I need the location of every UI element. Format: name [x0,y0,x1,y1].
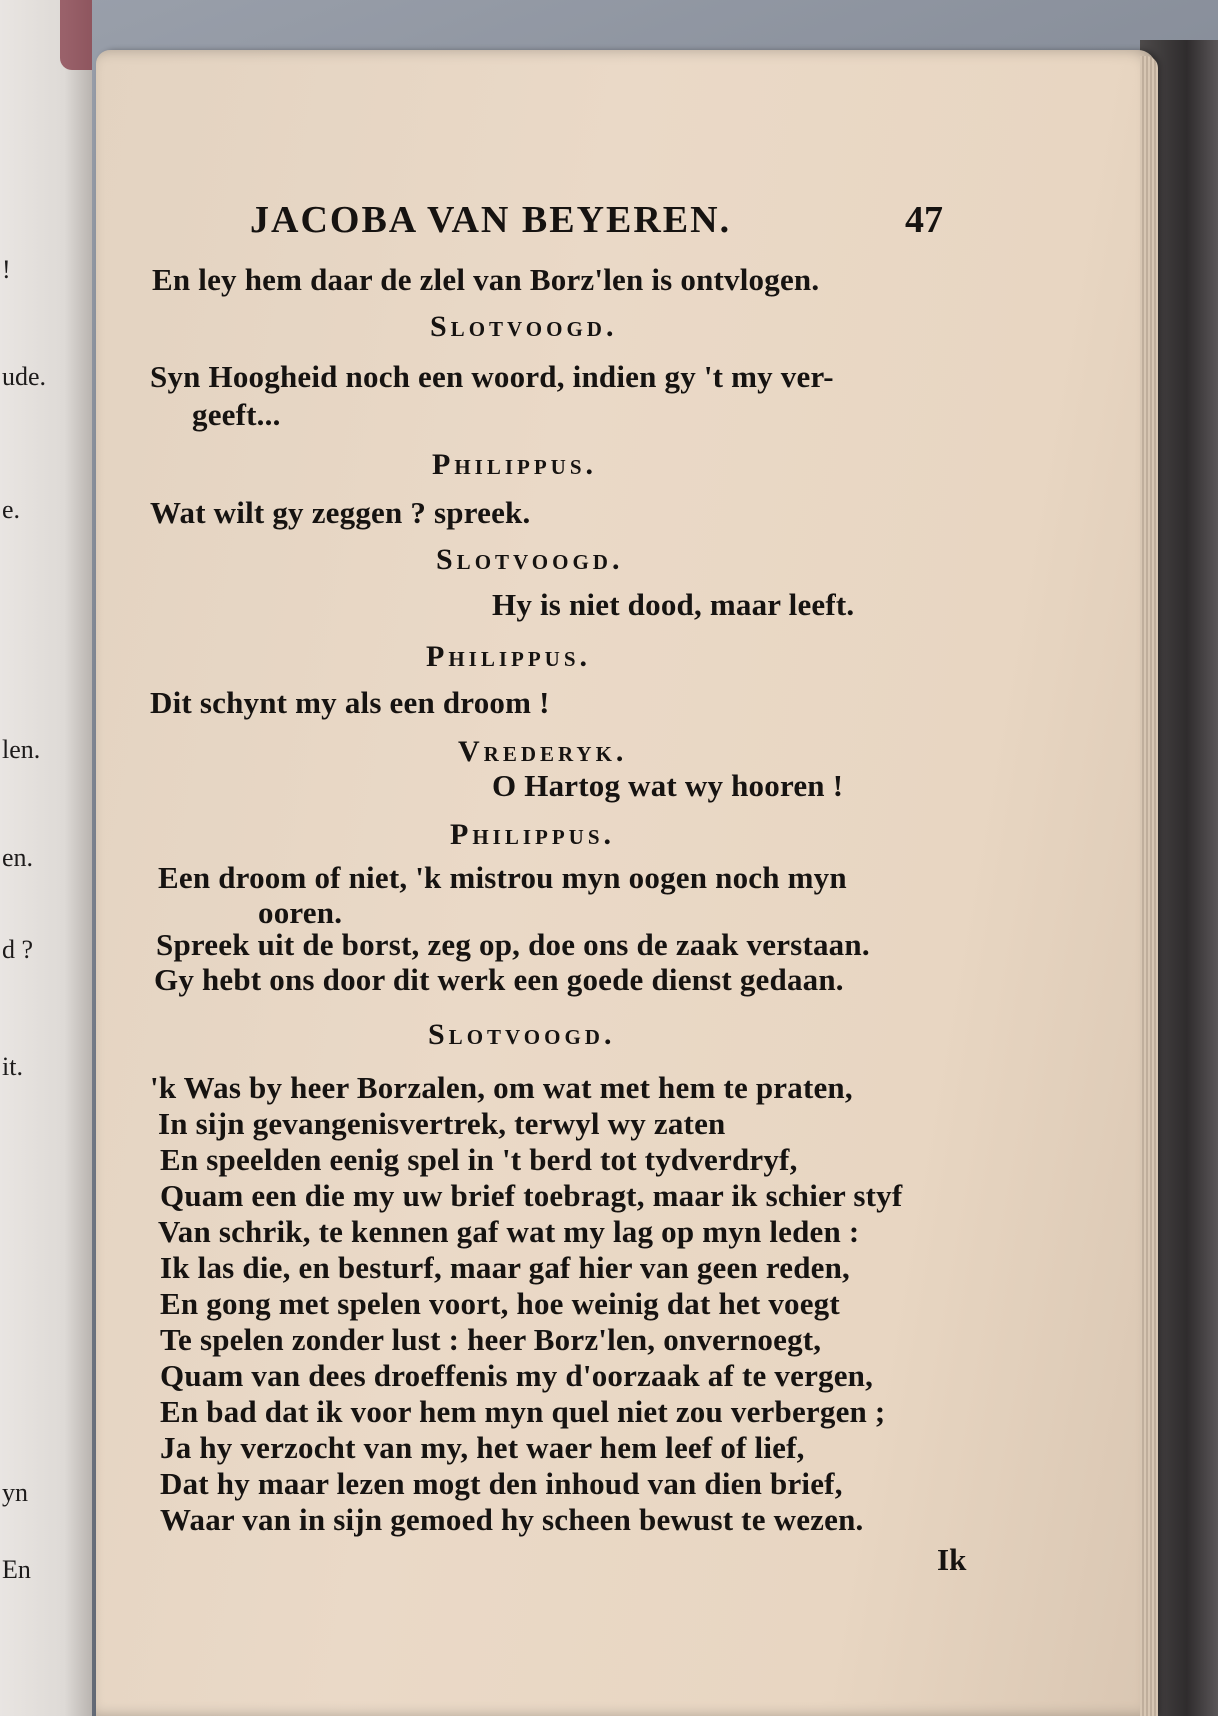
left-page-fragment: ude. [2,362,47,391]
left-page-fragment: ! [2,255,11,284]
speaker-name: Vrederyk. [458,735,628,768]
left-page-fragment: En [2,1555,31,1584]
verse-line: Hy is niet dood, maar leeft. [492,587,855,622]
verse-line: Ja hy verzocht van my, het waer hem leef of lief, [160,1430,805,1465]
left-page-fragment: len. [2,735,41,764]
page-number: 47 [905,199,943,241]
verse-line: 'k Was by heer Borzalen, om wat met hem te praten, [150,1070,853,1105]
speaker-name: Slotvoogd. [428,1018,616,1051]
verse-line: O Hartog wat wy hooren ! [492,768,844,803]
verse-line: En speelden eenig spel in 't berd tot tydverdryf, [160,1142,798,1177]
speaker-name: Philippus. [426,640,592,673]
verse-line: Dat hy maar lezen mogt den inhoud van dien brief, [160,1466,843,1501]
verse-line: ooren. [258,895,343,930]
headband [60,0,92,70]
verse-line: geeft... [192,397,281,432]
verse-line: En gong met spelen voort, hoe weinig dat het voegt [160,1286,840,1321]
verse-line: In sijn gevangenisvertrek, terwyl wy zaten [158,1106,726,1141]
facing-page-left [0,0,92,1716]
left-page-fragment: it. [2,1052,23,1081]
verse-line: Quam een die my uw brief toebragt, maar ik schier styf [160,1178,903,1213]
catchword: Ik [937,1542,967,1577]
running-head: JACOBA VAN BEYEREN. [250,199,732,241]
left-page-fragment: yn [2,1478,28,1507]
verse-line: Van schrik, te kennen gaf wat my lag op myn leden : [158,1214,860,1249]
verse-line: Te spelen zonder lust : heer Borz'len, onvernoegt, [160,1322,822,1357]
speaker-name: Slotvoogd. [430,310,618,343]
left-page-fragment: e. [2,495,21,524]
speaker-name: Philippus. [432,448,598,481]
verse-line: Gy hebt ons door dit werk een goede dienst gedaan. [154,962,844,997]
speaker-name: Philippus. [450,818,616,851]
verse-line: Waar van in sijn gemoed hy scheen bewust te wezen. [160,1502,864,1537]
verse-line: Syn Hoogheid noch een woord, indien gy 't my ver- [150,359,834,394]
verse-line: Ik las die, en besturf, maar gaf hier van geen reden, [160,1250,851,1285]
verse-line: En bad dat ik voor hem myn quel niet zou verbergen ; [160,1394,886,1429]
left-page-fragment: d ? [2,935,34,964]
page-edges [1140,56,1158,1716]
speaker-name: Slotvoogd. [436,543,624,576]
left-page-fragment: en. [2,843,34,872]
verse-line: En ley hem daar de zlel van Borz'len is ontvlogen. [152,262,820,297]
verse-line: Spreek uit de borst, zeg op, doe ons de zaak verstaan. [156,927,870,962]
verse-line: Dit schynt my als een droom ! [150,685,550,720]
verse-line: Quam van dees droeffenis my d'oorzaak af te vergen, [160,1358,874,1393]
verse-line: Wat wilt gy zeggen ? spreek. [150,495,531,530]
verse-line: Een droom of niet, 'k mistrou myn oogen noch myn [158,860,847,895]
